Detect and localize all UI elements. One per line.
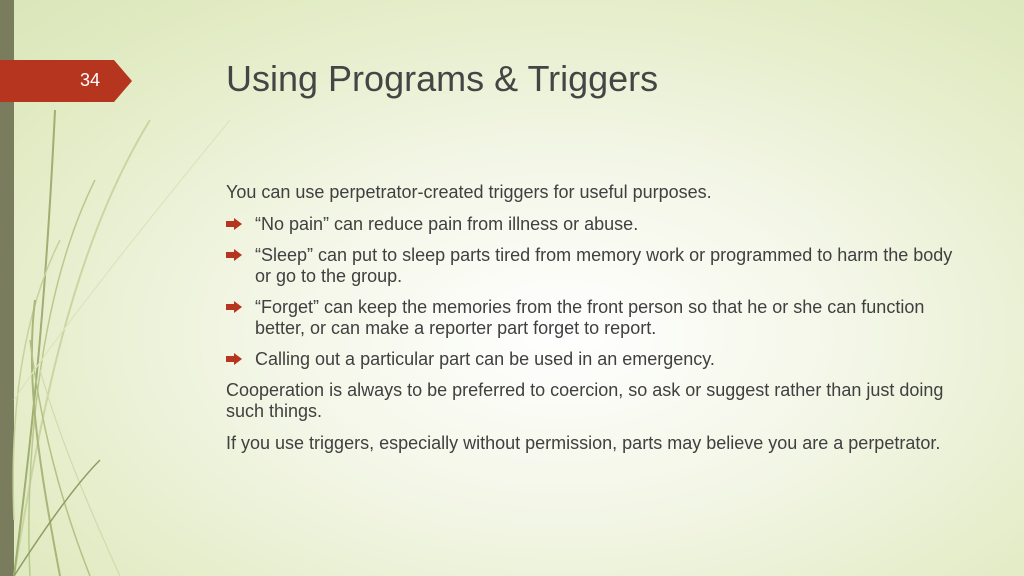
- arrow-bullet-icon: [226, 249, 242, 261]
- paragraph-cooperation: Cooperation is always to be preferred to coercion, so ask or suggest rather than just doing such things.: [226, 380, 944, 421]
- bullet-list: [226, 214, 956, 370]
- bullet-text: Calling out a particular part can be used in an emergency.: [255, 349, 715, 369]
- bullet-text: “Sleep” can put to sleep parts tired from memory work or programmed to harm the body or go to the group.: [255, 245, 953, 286]
- bullet-item: [226, 297, 956, 339]
- slide-number: 34: [79, 70, 101, 90]
- paragraph-warning: If you use triggers, especially without permission, parts may believe you are a perpetrator.: [226, 433, 941, 453]
- slide-number-badge: [0, 60, 132, 102]
- arrow-bullet-icon: [226, 301, 242, 313]
- arrow-bullet-icon: [226, 353, 242, 365]
- intro-text: You can use perpetrator-created triggers for useful purposes.: [226, 182, 712, 202]
- bullet-item: [226, 214, 956, 235]
- slide-body: [226, 182, 956, 465]
- arrow-bullet-icon: [226, 218, 242, 230]
- bullet-item: [226, 245, 956, 287]
- bullet-item: [226, 349, 956, 370]
- slide-title: Using Programs & Triggers: [226, 58, 659, 99]
- bullet-text: “Forget” can keep the memories from the front person so that he or she can function better, or can make a reporter part forget to report.: [255, 297, 925, 338]
- bullet-text: “No pain” can reduce pain from illness or abuse.: [255, 214, 639, 234]
